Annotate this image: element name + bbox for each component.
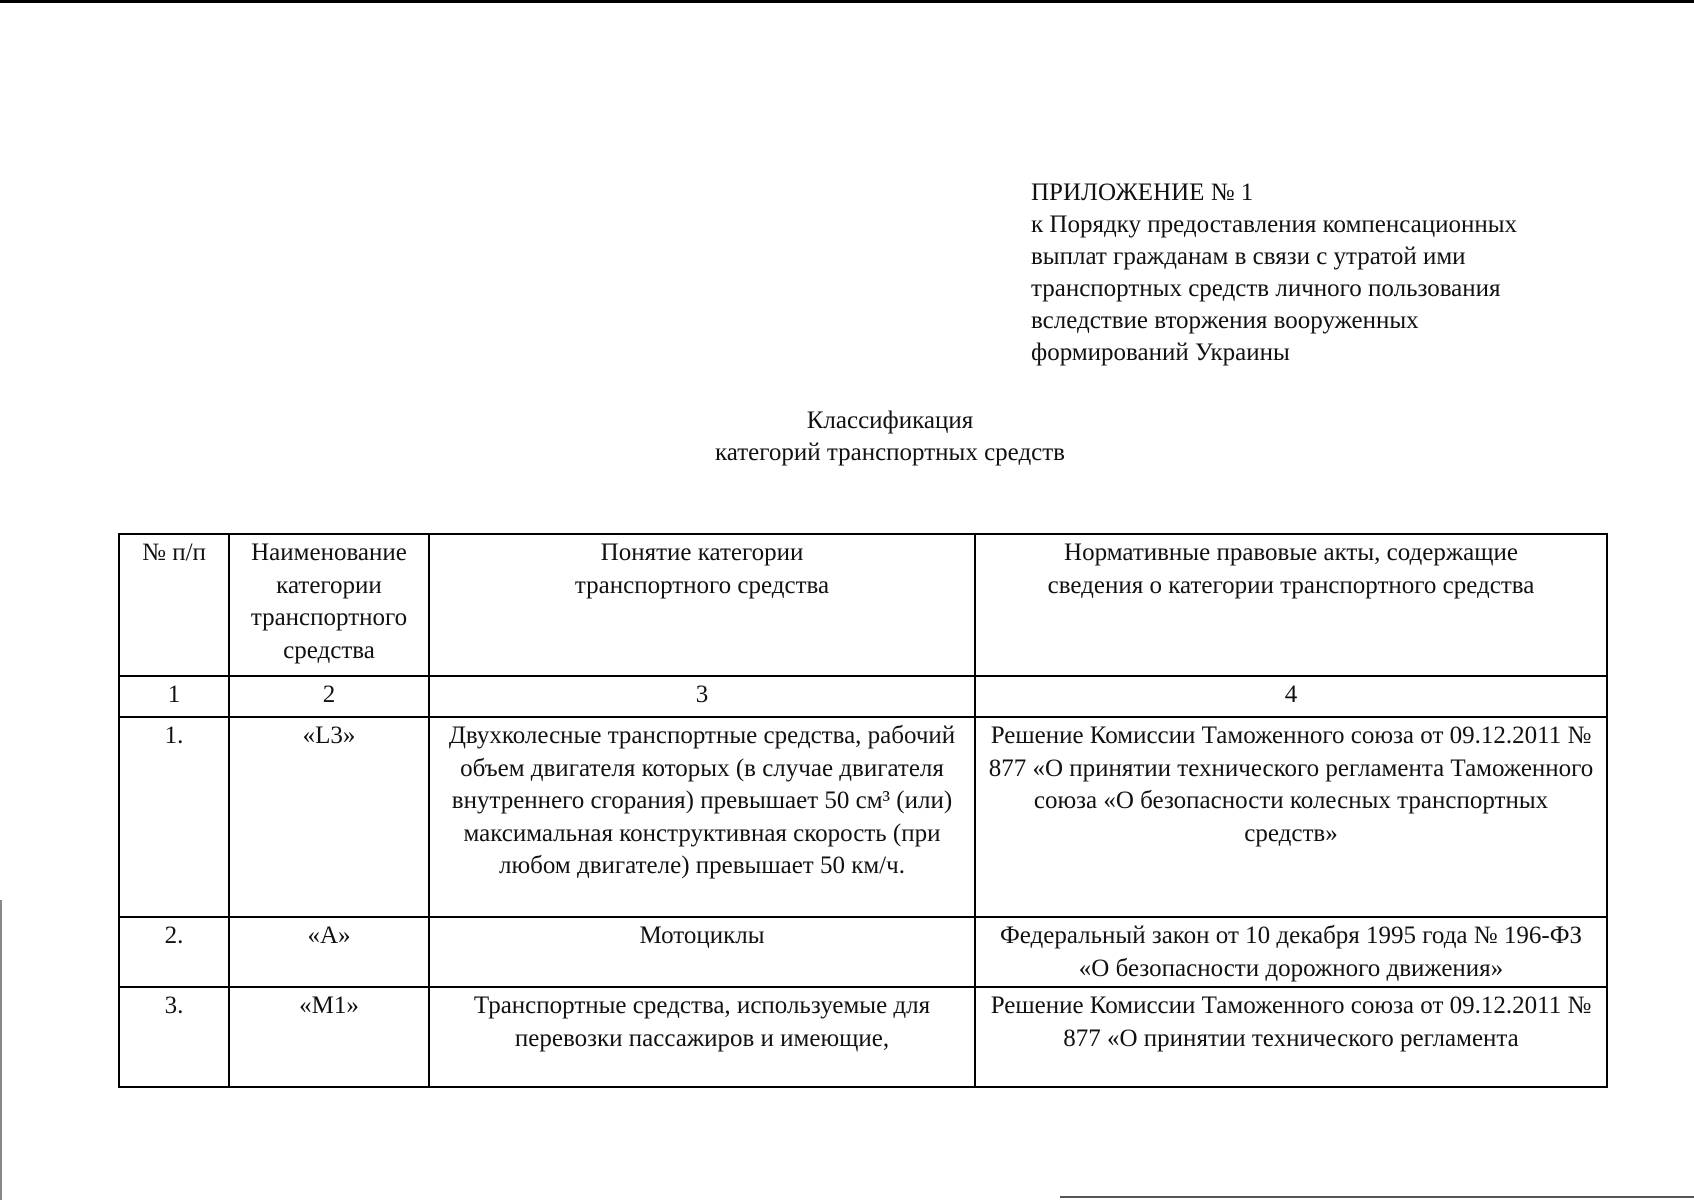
table-header-row — [119, 534, 1607, 676]
row-number: 1. — [119, 717, 229, 917]
annex-line: вследствие вторжения вооруженных — [1031, 307, 1419, 334]
row-legal-acts: Решение Комиссии Таможенного союза от 09.12.2011 № 877 «О принятии технического регламента — [975, 987, 1607, 1087]
column-number: 1 — [119, 676, 229, 717]
table-row — [119, 987, 1607, 1087]
scan-edge-mark — [0, 900, 2, 1200]
document-title — [0, 405, 1694, 469]
document-title-line2: категорий транспортных средств — [715, 439, 1065, 466]
row-definition: Двухколесные транспортные средства, рабочий объем двигателя которых (в случае двигателя внутреннего сгорания) превышает 50 см³ (или) максимальная конструктивная скорость (при любом двигателе) превышает 50 км/ч. — [429, 717, 975, 917]
row-legal-acts: Федеральный закон от 10 декабря 1995 года № 196-ФЗ «О безопасности дорожного движения» — [975, 917, 1607, 987]
column-number-row — [119, 676, 1607, 717]
column-number: 2 — [229, 676, 429, 717]
header-cell-category-name: Наименование категории транспортного средства — [229, 534, 429, 676]
row-category: «L3» — [229, 717, 429, 917]
page-top-border — [0, 0, 1694, 3]
classification-table — [118, 533, 1608, 1088]
header-cell-number: № п/п — [119, 534, 229, 676]
row-definition: Транспортные средства, используемые для перевозки пассажиров и имеющие, — [429, 987, 975, 1087]
row-definition: Мотоциклы — [429, 917, 975, 987]
row-number: 3. — [119, 987, 229, 1087]
row-legal-acts: Решение Комиссии Таможенного союза от 09.12.2011 № 877 «О принятии технического регламента Таможенного союза «О безопасности колесных транспортных средств» — [975, 717, 1607, 917]
annex-block — [1031, 177, 1651, 369]
table-row — [119, 917, 1607, 987]
column-number: 3 — [429, 676, 975, 717]
scan-bottom-mark — [1060, 1196, 1694, 1198]
annex-heading: ПРИЛОЖЕНИЕ № 1 — [1031, 179, 1254, 206]
header-cell-legal-acts: Нормативные правовые акты, содержащие сведения о категории транспортного средства — [975, 534, 1607, 676]
annex-line: выплат гражданам в связи с утратой ими — [1031, 243, 1466, 270]
table-row — [119, 717, 1607, 917]
annex-line: формирований Украины — [1031, 339, 1290, 366]
annex-line: к Порядку предоставления компенсационных — [1031, 211, 1518, 238]
row-number: 2. — [119, 917, 229, 987]
header-cell-definition: Понятие категории транспортного средства — [429, 534, 975, 676]
document-title-line1: Классификация — [806, 407, 974, 434]
column-number: 4 — [975, 676, 1607, 717]
row-category: «А» — [229, 917, 429, 987]
row-category: «М1» — [229, 987, 429, 1087]
annex-line: транспортных средств личного пользования — [1031, 275, 1501, 302]
